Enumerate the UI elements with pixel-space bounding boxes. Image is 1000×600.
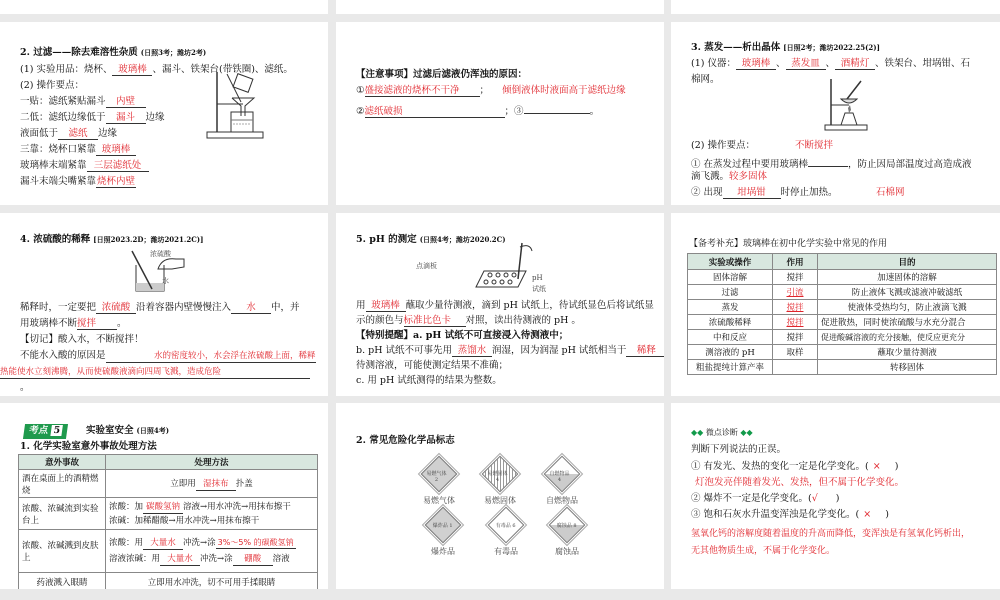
answer-blank: 玻璃棒 — [366, 300, 406, 312]
section-title: 4. 浓硫酸的稀释 — [20, 234, 91, 245]
tip-a: 【特别提醒】a. pH 试纸不可直接浸入待测液中； — [356, 330, 569, 341]
answer-blank: 浓硫酸 — [96, 302, 136, 314]
answer-cell: 搅拌 — [773, 315, 818, 330]
text: 。 — [117, 318, 127, 329]
topic-badge — [23, 424, 68, 439]
text: 玻璃棒末端紧靠 — [20, 160, 87, 171]
label-acid: 浓硫酸 — [150, 250, 171, 258]
slide-partial-1 — [0, 0, 328, 14]
answer-text: 石棉网 — [876, 187, 905, 198]
cell — [106, 530, 318, 573]
sign-caption: 自燃物品 — [546, 496, 578, 505]
col-header: 作用 — [773, 254, 818, 270]
question: ③ 饱和石灰水升温变浑浊是化学变化。( — [691, 509, 860, 520]
cell: 立即用水冲洗，切不可用手揉眼睛 — [106, 573, 318, 590]
text: ) — [835, 493, 840, 504]
answer-blank: 大量水 — [143, 538, 183, 550]
cell: 促进酸碱溶液的充分接触，使反应更充分 — [818, 330, 997, 345]
subsection-title: 1. 化学实验室意外事故处理方法 — [20, 441, 157, 452]
table-row — [19, 573, 318, 590]
answer-blank: 搅拌 — [77, 318, 117, 330]
text: ① — [356, 85, 365, 96]
explanation: 无其他物质生成，不属于化学变化。 — [691, 546, 836, 556]
sign-inner-label: 爆炸品 1 — [432, 522, 453, 529]
answer-blank: 玻璃棒 — [736, 58, 776, 70]
text: 不能水入酸的原因是 — [20, 350, 106, 361]
text: 冲洗→涂 — [200, 554, 233, 564]
remember-note: 【切记】酸入水，不断搅拌！ — [20, 334, 144, 345]
text: 。 — [589, 106, 600, 117]
sign-inner-label: 有毒品 6 — [495, 522, 516, 529]
text: b. pH 试纸不可事先用 — [356, 345, 453, 356]
text: ③ — [514, 106, 524, 117]
question: ① 有发光、发热的变化一定是化学变化。( — [691, 461, 869, 472]
answer-blank: 3%～5% 的碳酸氢钠 — [216, 537, 296, 549]
filtration-apparatus-diagram — [205, 70, 265, 140]
text: 一贴：滤纸紧贴漏斗 — [20, 96, 106, 107]
text: ) — [894, 461, 899, 472]
table-row — [688, 345, 997, 360]
source-note: (日照3考；潍坊2考) — [140, 48, 207, 57]
source-note: [日照2考；潍坊2022.25(2)] — [783, 43, 880, 52]
cell: 固体溶解 — [688, 270, 773, 285]
sign-inner-label: 易燃气体 2 — [426, 470, 447, 483]
cell: 转移固体 — [818, 360, 997, 375]
slide-diagnosis — [671, 403, 1000, 589]
col-header: 目的 — [818, 254, 997, 270]
section-title: 实验室安全 — [86, 425, 134, 436]
sign-corrosive — [544, 506, 590, 557]
text: 。 — [20, 382, 30, 393]
text: 边缘 — [145, 112, 165, 123]
sign-explosive — [420, 506, 466, 557]
question: ② 爆炸不一定是化学变化。( — [691, 493, 812, 504]
slide-evaporation — [671, 22, 1000, 205]
text: ； — [479, 85, 490, 96]
answer-blank: 玻璃棒 — [96, 144, 136, 156]
explanation: 氢氧化钙的溶解度随着温度的升高而降低，变浑浊是有氢氧化钙析出， — [691, 529, 971, 539]
answer-text: 较多固体 — [729, 171, 768, 182]
table-row — [19, 530, 318, 573]
slide-acid-dilution — [0, 213, 328, 396]
answer-blank: 坩埚钳 — [723, 187, 781, 199]
answer-blank: 酒精灯 — [835, 58, 875, 70]
text: 蘸取少量待测液，滴到 pH 试纸上，待试纸显色后将试纸显 — [405, 300, 654, 311]
text: ) — [885, 509, 889, 520]
answer-blank: 水 — [231, 302, 271, 314]
sign-caption: 腐蚀品 — [555, 547, 579, 556]
text: 扑盖 — [235, 478, 253, 489]
text: 液面低于 — [20, 128, 59, 139]
section-title: 2. 过滤——除去难溶性杂质 — [20, 47, 138, 58]
section-header: 微点诊断 — [705, 428, 738, 437]
answer-mark: × — [872, 461, 881, 472]
cell: 蒸发 — [688, 300, 773, 315]
cell: 加速固体的溶解 — [818, 270, 997, 285]
table-row — [688, 360, 997, 375]
table-row — [688, 270, 997, 285]
text: 立即用 — [170, 478, 196, 489]
text: ② 出现 — [691, 187, 723, 198]
label-water: 水 — [162, 277, 169, 285]
answer-text: 倾倒液体时液面高于滤纸边缘 — [502, 85, 626, 96]
answer-blank: 内壁 — [106, 96, 146, 108]
text: ，防止因局部温度过高造成液 — [848, 159, 972, 170]
slide-filtration-notes — [336, 22, 664, 205]
sign-caption: 易燃固体 — [484, 496, 516, 505]
sign-flammable-solid — [477, 455, 523, 506]
text: 二低：滤纸边缘低于 — [20, 112, 106, 123]
cell: 使液体受热均匀，防止液滴飞溅 — [818, 300, 997, 315]
sign-inner-label: 易燃固体 4 — [487, 470, 508, 483]
slide-filtration — [0, 22, 328, 205]
section-title: 2. 常见危险化学品标志 — [356, 435, 455, 446]
sign-toxic — [483, 506, 529, 557]
col-header: 实验或操作 — [688, 254, 773, 270]
diamond-icon: ◆◆ — [740, 428, 753, 437]
slide-ph-test — [336, 213, 664, 396]
answer-cell: 引流 — [773, 285, 818, 300]
source-note: (日照4考) — [136, 426, 170, 435]
slide-partial-3 — [671, 0, 1000, 14]
empty-blank — [808, 155, 848, 167]
slide-lab-safety — [0, 403, 328, 589]
text: 稀释时，一定要把 — [20, 302, 97, 313]
badge-label: 考点 — [28, 425, 49, 436]
ph-test-diagram — [474, 241, 534, 291]
source-note: [日照2023.2D；潍坊2021.2C)] — [93, 235, 204, 244]
col-header: 处理方法 — [106, 455, 318, 470]
label-paper: 试纸 — [532, 285, 546, 293]
cell — [773, 360, 818, 375]
answer-blank: 热能使水立刻沸腾，从而使硫酸液滴向四周飞溅，造成危险 — [0, 367, 310, 379]
accident-handling-table — [18, 454, 318, 589]
answer-text: 不断搅拌 — [794, 140, 833, 151]
glass-rod-uses-table — [687, 253, 997, 375]
text: 浓碱：加稀醋酸→用水冲洗→用抹布擦干 — [109, 515, 260, 526]
text: (2) 操作要点： — [20, 80, 84, 91]
col-header: 意外事故 — [19, 455, 106, 470]
text: 对照，读出待测液的 pH 。 — [465, 315, 581, 326]
text: 用 — [356, 300, 366, 311]
table-row — [688, 330, 997, 345]
answer-mark: × — [863, 509, 872, 520]
answer-blank: 滤纸 — [58, 128, 98, 140]
text: ② — [356, 106, 365, 117]
cell: 过滤 — [688, 285, 773, 300]
answer-blank: 烧杯内壁 — [97, 176, 136, 187]
text: 、漏斗、铁架台(带铁圈)、滤纸。 — [152, 64, 293, 75]
label-ph: pH — [532, 274, 543, 282]
text: 中，并 — [271, 302, 300, 313]
text: 棉网。 — [691, 74, 720, 85]
table-heading: 【备考补充】玻璃棒在初中化学实验中常见的作用 — [689, 239, 888, 249]
text: 溶液浓碱：用 — [109, 554, 161, 564]
text: 时停止加热。 — [780, 187, 838, 198]
intro: 判断下列说法的正误。 — [691, 444, 787, 455]
text: 浓酸：用 — [109, 538, 144, 548]
text: c. 用 pH 试纸测得的结果为整数。 — [356, 375, 502, 386]
text: 三靠：烧杯口紧靠 — [20, 144, 97, 155]
text: 、 — [825, 58, 836, 69]
answer-blank: 碳酸氢钠 — [143, 502, 183, 514]
text: 、铁架台、坩埚钳、石 — [875, 58, 971, 69]
section-title: 5. pH 的测定 — [356, 234, 417, 245]
cell: 浓酸、浓碱流到实验台上 — [19, 498, 106, 530]
cell: 浓酸、浓碱溅到皮肤上 — [19, 530, 106, 573]
text: 、 — [775, 58, 786, 69]
answer-blank: 标准比色卡 — [404, 315, 466, 327]
answer-mark: √ — [811, 493, 818, 504]
cell: 测溶液的 pH — [688, 345, 773, 360]
text: ① 在蒸发过程中要用玻璃棒 — [691, 159, 809, 170]
text: 冲洗→涂 — [183, 538, 216, 548]
cell: 取样 — [773, 345, 818, 360]
text: 滴飞溅。 — [691, 171, 730, 182]
text: 待测溶液，可能使测定结果不准确； — [356, 360, 509, 371]
sign-spontaneous-combustion — [539, 455, 585, 506]
slide-glass-rod-table — [671, 213, 1000, 396]
section-title: 3. 蒸发——析出晶体 — [691, 42, 781, 53]
text: (2) 操作要点： — [691, 140, 755, 151]
answer-blank: 大量水 — [160, 554, 200, 566]
cell: 中和反应 — [688, 330, 773, 345]
text: 用玻璃棒不断 — [20, 318, 78, 329]
sign-caption: 易燃气体 — [423, 496, 455, 505]
answer-blank: 滤纸破损 — [365, 106, 505, 118]
cell: 促进散热，同时使浓硫酸与水充分混合 — [818, 315, 997, 330]
table-row — [688, 315, 997, 330]
text: 边缘 — [98, 128, 118, 139]
answer-blank: 玻璃棒 — [112, 64, 152, 76]
answer-blank: 漏斗 — [106, 112, 146, 124]
evaporation-apparatus-diagram — [823, 77, 868, 132]
diamond-icon: ◆◆ — [691, 428, 704, 437]
text: 沿着容器内壁慢慢注入 — [136, 302, 232, 313]
explanation: 灯泡发亮伴随着发光、发热，但不属于化学变化。 — [695, 477, 905, 488]
answer-blank: 盛接滤液的烧杯不干净 — [365, 85, 480, 97]
cell: 搅拌 — [773, 330, 818, 345]
cell: 防止液体飞溅或滤液冲破滤纸 — [818, 285, 997, 300]
sign-caption: 有毒品 — [494, 547, 518, 556]
badge-number: 5 — [52, 425, 61, 436]
answer-blank: 湿抹布 — [196, 479, 236, 491]
cell: 蘸取少量待测液 — [818, 345, 997, 360]
source-note: (日照4考；潍坊2020.2C) — [419, 235, 506, 244]
answer-blank: 硼酸 — [233, 554, 273, 566]
empty-blank — [524, 102, 590, 114]
slide-partial-2 — [336, 0, 664, 14]
answer-blank: 三层滤纸处 — [87, 160, 149, 172]
notes-heading: 【注意事项】过滤后滤液仍浑浊的原因： — [356, 69, 528, 80]
cell: 搅拌 — [773, 270, 818, 285]
answer-blank: 蒸发皿 — [786, 58, 826, 70]
sign-flammable-gas — [416, 455, 462, 506]
text: 浓酸：加 — [109, 501, 144, 512]
cell: 酒在桌面上的酒精燃烧 — [19, 470, 106, 498]
text: 溶液→用水冲洗→用抹布擦干 — [183, 501, 291, 512]
answer-blank: 蒸馏水 — [452, 345, 492, 357]
answer-cell: 搅拌 — [773, 300, 818, 315]
text: (1) 实验用品：烧杯、 — [20, 64, 113, 75]
text: ； — [504, 106, 515, 117]
cell: 粗盐提纯计算产率 — [688, 360, 773, 375]
text: 漏斗末端尖嘴紧靠 — [20, 176, 97, 187]
cell: 浓硫酸稀释 — [688, 315, 773, 330]
sign-caption: 爆炸品 — [431, 547, 455, 556]
text: 润湿，因为润湿 pH 试纸相当于 — [492, 345, 627, 356]
answer-blank: 稀释 — [626, 345, 664, 357]
answer-blank: 水的密度较小，水会浮在浓硫酸上面，稀释 — [106, 351, 316, 363]
cell — [106, 470, 318, 498]
table-row — [688, 285, 997, 300]
label-plate: 点滴板 — [416, 262, 437, 270]
cell: 药液溅入眼睛 — [19, 573, 106, 590]
table-row — [19, 470, 318, 498]
cell — [106, 498, 318, 530]
text: 示的颜色与 — [356, 315, 404, 326]
text: 溶液 — [272, 554, 290, 564]
table-row — [688, 300, 997, 315]
slide-hazard-signs — [336, 403, 664, 589]
sign-inner-label: 自燃物品 4 — [549, 470, 570, 483]
table-row — [19, 498, 318, 530]
sign-inner-label: 腐蚀品 8 — [556, 522, 577, 529]
text: (1) 仪器： — [691, 58, 736, 69]
